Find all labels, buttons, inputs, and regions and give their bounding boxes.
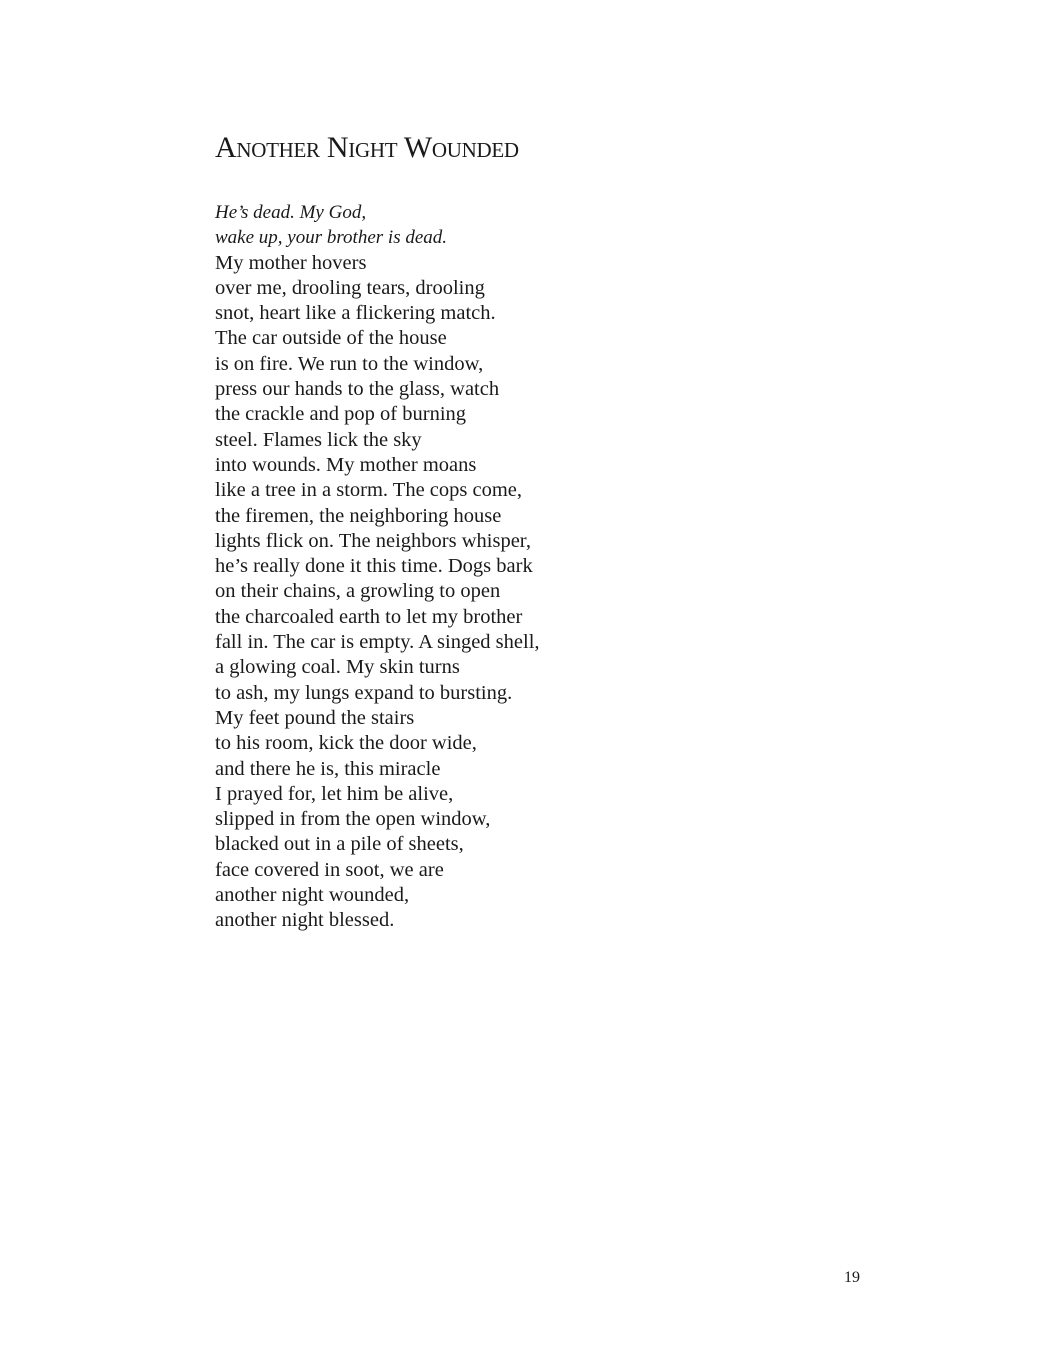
poem-title: Another Night Wounded: [215, 131, 519, 164]
poem-line: blacked out in a pile of sheets,: [215, 833, 464, 856]
poem-line: over me, drooling tears, drooling: [215, 276, 485, 299]
poem-line: face covered in soot, we are: [215, 858, 444, 881]
poem-line: My mother hovers: [215, 251, 367, 274]
poem-line: into wounds. My mother moans: [215, 453, 477, 476]
poem-line: a glowing coal. My skin turns: [215, 656, 460, 679]
poem-line: he’s really done it this time. Dogs bark: [215, 555, 533, 578]
poem-line: on their chains, a growling to open: [215, 580, 501, 603]
poem-line: fall in. The car is empty. A singed shell,: [215, 631, 540, 654]
poem-line: lights flick on. The neighbors whisper,: [215, 529, 531, 552]
poem-line: snot, heart like a flickering match.: [215, 302, 496, 325]
poem-line: the charcoaled earth to let my brother: [215, 605, 523, 628]
poem-line: to his room, kick the door wide,: [215, 732, 477, 755]
poem-line: like a tree in a storm. The cops come,: [215, 479, 523, 502]
poem-line: press our hands to the glass, watch: [215, 378, 500, 401]
poem-line: slipped in from the open window,: [215, 808, 491, 831]
poem-line: another night blessed.: [215, 909, 395, 932]
poem-line: the firemen, the neighboring house: [215, 504, 502, 527]
poem-line: and there he is, this miracle: [215, 757, 441, 780]
poem-body: [215, 200, 540, 934]
poem-line: steel. Flames lick the sky: [215, 428, 422, 451]
page-number: 19: [844, 1269, 860, 1286]
poem-line: is on fire. We run to the window,: [215, 352, 484, 375]
poem-line: I prayed for, let him be alive,: [215, 782, 454, 805]
poem-line: wake up, your brother is dead.: [215, 227, 448, 249]
poem-line: to ash, my lungs expand to bursting.: [215, 681, 513, 704]
poem-line: another night wounded,: [215, 884, 410, 907]
poem-line: the crackle and pop of burning: [215, 403, 467, 426]
poem-line: The car outside of the house: [215, 327, 447, 350]
poem-line: My feet pound the stairs: [215, 706, 415, 729]
poem-line: He’s dead. My God,: [215, 202, 367, 223]
